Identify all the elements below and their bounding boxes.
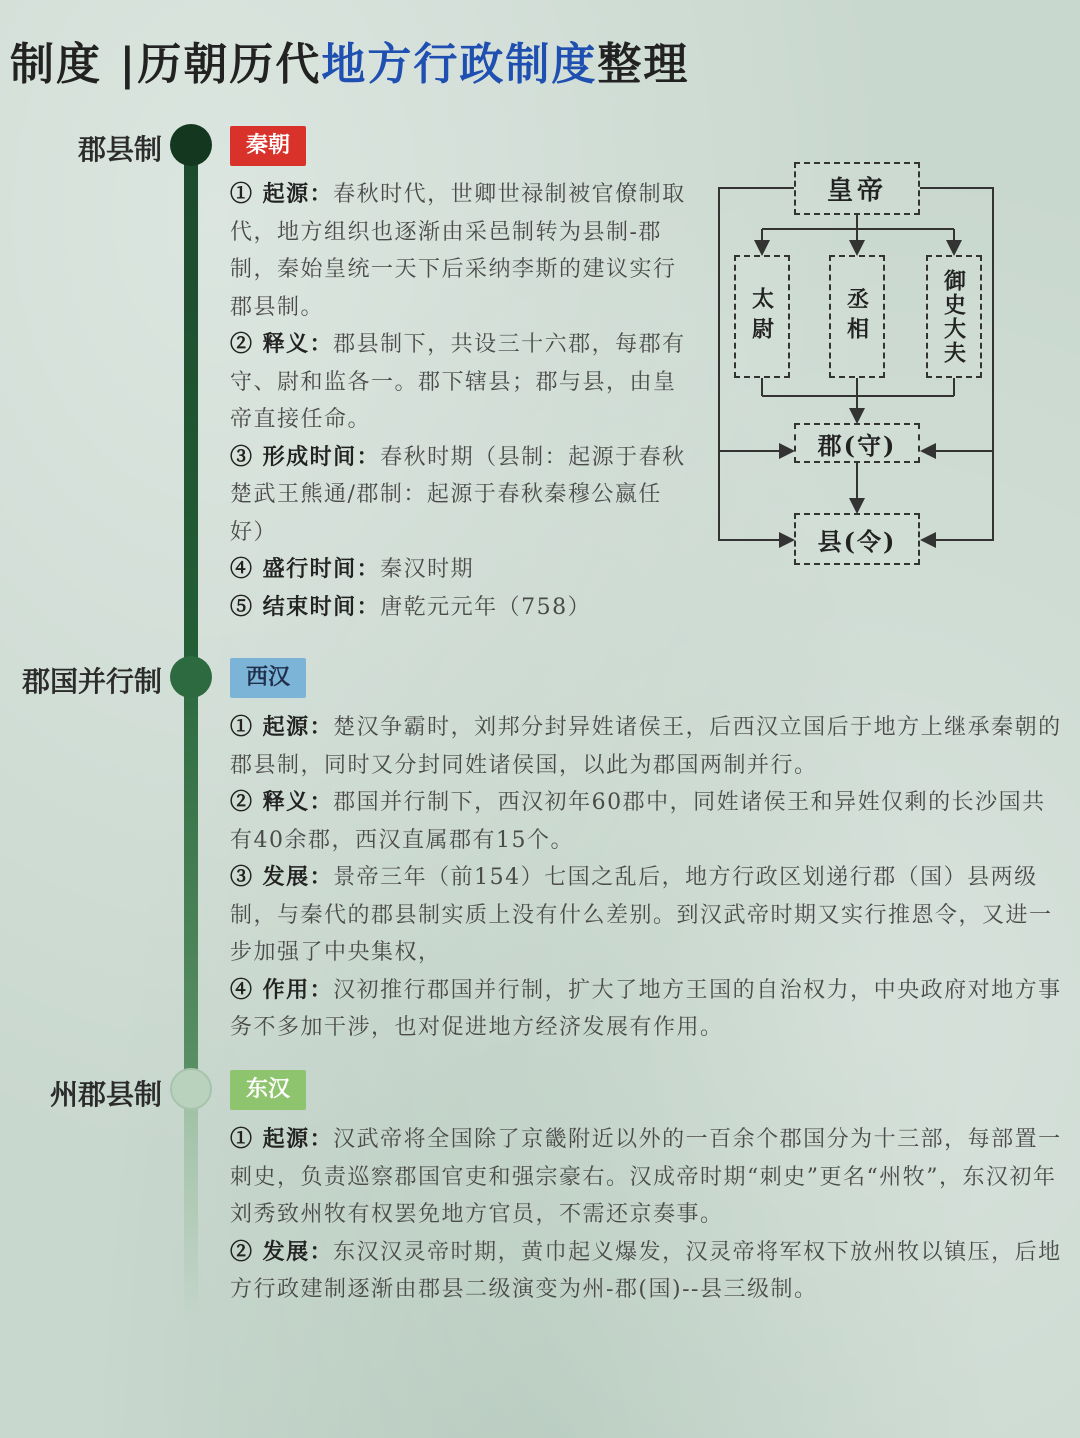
- para-text: 唐乾元元年（758）: [380, 594, 592, 620]
- section-body-zhoujun: [230, 1121, 1062, 1309]
- paragraph: [230, 709, 1062, 784]
- diagram-node-xian: 县(令): [794, 513, 920, 565]
- para-text: 春秋时代，世卿世禄制被官僚制取代，地方组织也逐渐由采邑制转为县制-郡制，秦始皇统一天下后采纳李斯的建议实行郡县制。: [230, 182, 686, 320]
- timeline-dot: [170, 1068, 212, 1110]
- diagram-node-taiwei: 太尉: [734, 255, 790, 378]
- para-text: 汉初推行郡国并行制，扩大了地方王国的自治权力，中央政府对地方事务不多加干涉，也对促进地方经济发展有作用。: [230, 977, 1062, 1040]
- dynasty-badge-qin: 秦朝: [230, 126, 306, 166]
- para-key: ② 释义：: [230, 331, 334, 357]
- diagram-node-emperor: 皇帝: [794, 162, 920, 215]
- timeline-line-segment: [184, 1090, 198, 1320]
- para-key: ② 释义：: [230, 789, 334, 815]
- timeline-line-segment: [184, 680, 198, 1090]
- para-key: ③ 形成时间：: [230, 443, 381, 470]
- para-key: ③ 发展：: [230, 864, 334, 890]
- paragraph: [230, 1121, 1062, 1234]
- title-suffix: 整理: [597, 39, 690, 90]
- dynasty-badge-xihan: 西汉: [230, 658, 306, 698]
- dynasty-badge-donghan: 东汉: [230, 1070, 306, 1110]
- para-text: 郡县制下，共设三十六郡，每郡有守、尉和监各一。郡下辖县；郡与县，由皇帝直接任命。: [230, 332, 686, 432]
- para-text: 春秋时期（县制：起源于春秋楚武王熊通/郡制：起源于春秋秦穆公嬴任好）: [230, 444, 686, 545]
- paragraph: [230, 859, 1062, 972]
- paragraph: [230, 1234, 1062, 1309]
- para-text: 汉武帝将全国除了京畿附近以外的一百余个郡国分为十三部，每部置一刺史，负责巡察郡国官吏和强宗豪右。汉成帝时期“刺史”更名“州牧”，东汉初年刘秀致州牧有权罢免地方官员，不需还京奏事。: [230, 1127, 1062, 1227]
- diagram-node-jun: 郡(守): [794, 423, 920, 463]
- diagram-node-chengxiang: 丞相: [829, 255, 885, 378]
- para-text: 景帝三年（前154）七国之乱后，地方行政区划递行郡（国）县两级制，与秦代的郡县制实质上没有什么差别。到汉武帝时期又实行推恩令，又进一步加强了中央集权，: [230, 865, 1053, 965]
- para-key: ⑤ 结束时间：: [230, 593, 381, 620]
- section-body-junguo: [230, 709, 1062, 1047]
- para-text: 秦汉时期: [380, 557, 475, 582]
- para-key: ① 起源：: [230, 714, 334, 740]
- para-key: ① 起源：: [230, 181, 334, 207]
- diagram-node-yushi: 御史大夫: [926, 255, 982, 378]
- para-text: 东汉汉灵帝时期，黄巾起义爆发，汉灵帝将军权下放州牧以镇压，后地方行政建制逐渐由郡县二级演变为州-郡(国)--县三级制。: [230, 1239, 1062, 1302]
- para-key: ② 发展：: [230, 1238, 334, 1265]
- para-text: 楚汉争霸时，刘邦分封异姓诸侯王，后西汉立国后于地方上继承秦朝的郡县制，同时又分封同姓诸侯国，以此为郡国两制并行。: [230, 715, 1062, 778]
- title-prefix: 制度 |历朝历代: [10, 39, 322, 90]
- paragraph: [230, 784, 1062, 859]
- section-label-zhoujun: 州郡县制: [49, 1078, 162, 1111]
- section-label-junguo: 郡国并行制: [21, 665, 162, 698]
- timeline-dot: [170, 656, 212, 698]
- para-text: 郡国并行制下，西汉初年60郡中，同姓诸侯王和异姓仅剩的长沙国共有40余郡，西汉直属郡有15个。: [230, 790, 1046, 853]
- title-highlight: 地方行政制度: [321, 39, 598, 90]
- para-key: ① 起源：: [230, 1126, 334, 1152]
- para-key: ④ 盛行时间：: [230, 556, 381, 582]
- paragraph: [230, 972, 1062, 1047]
- para-key: ④ 作用：: [230, 976, 334, 1003]
- section-label-junxian: 郡县制: [77, 133, 162, 166]
